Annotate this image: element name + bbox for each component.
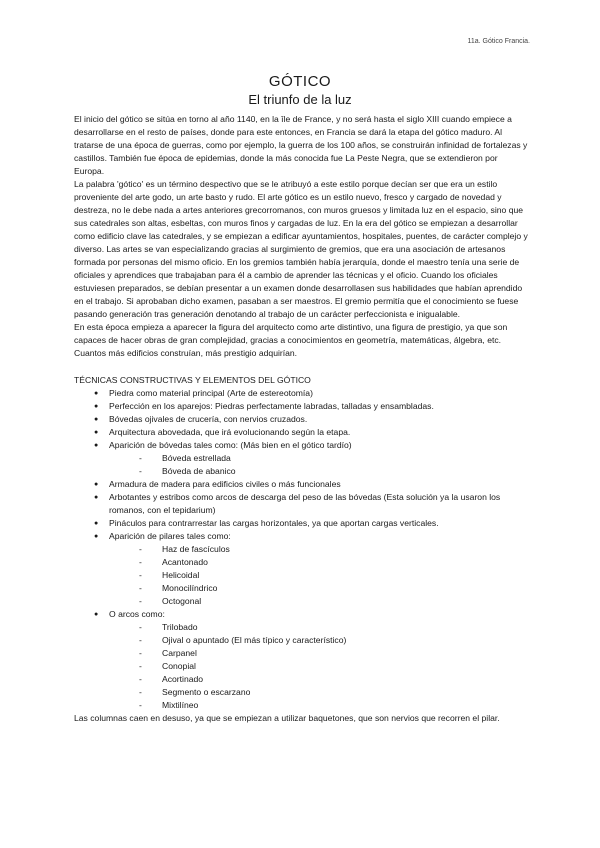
list-item: ● Perfección en los aparejos: Piedras perfectamente labradas, talladas y ensambladas. [94, 400, 529, 413]
sub-list-item: - Ojival o apuntado (El más típico y característico) [139, 634, 529, 647]
page-title: GÓTICO [268, 73, 332, 90]
sub-list-item: - Bóveda estrellada [139, 452, 529, 465]
sub-list-item: - Carpanel [139, 647, 529, 660]
list-item: ● Aparición de bóvedas tales como: (Más bien en el gótico tardío) - Bóveda estrellada - Bóveda de abanico [94, 439, 529, 478]
sub-list-item: - Helicoidal [139, 569, 529, 582]
paragraph-closing: Las columnas caen en desuso, ya que se empiezan a utilizar baquetones, que son nervios que recorren el pilar. [74, 713, 500, 723]
sub-list-item: - Trilobado [139, 621, 529, 634]
list-item: ● Aparición de pilares tales como: - Haz de fascículos - Acantonado - Helicoidal - Monocilíndrico - Octogonal [94, 530, 529, 608]
sub-list-item: - Monocilíndrico [139, 582, 529, 595]
page-subtitle: El triunfo de la luz [248, 92, 352, 107]
list-item: ● O arcos como: - Trilobado - Ojival o apuntado (El más típico y característico) - Carpanel - Conopial - Acortinado - Segmento o escarzano - Mixtilíneo [94, 608, 529, 712]
sub-list-item: - Acantonado [139, 556, 529, 569]
sub-list-item: - Octogonal [139, 595, 529, 608]
list-item: ● Arquitectura abovedada, que irá evolucionando según la etapa. [94, 426, 529, 439]
sub-list-item: - Bóveda de abanico [139, 465, 529, 478]
list-item: ● Piedra como material principal (Arte de estereotomía) [94, 387, 529, 400]
sub-list-item: - Acortinado [139, 673, 529, 686]
sub-list-item: - Conopial [139, 660, 529, 673]
paragraph-intro: El inicio del gótico se sitúa en torno al año 1140, en la île de France, y no será hasta el siglo XIII cuando empiece a desarrollarse en el resto de países, donde para este entonces, en Francia se dará la etapa del gótico maduro. Al tratarse de una época de guerras, como por ejemplo, la guerra de los 100 años, se construirán infinidad de fortalezas y castillos. También fue época de epidemias, donde la más conocida fue La Peste Negra, que se extendieron por Europa. [74, 114, 528, 176]
list-item: ● Arbotantes y estribos como arcos de descarga del peso de las bóvedas (Esta solución ya la usaron los romanos, con el tepidarium) [94, 491, 529, 517]
document-body [74, 113, 529, 725]
list-item: ● Armadura de madera para edificios civiles o más funcionales [94, 478, 529, 491]
arch-types-list [109, 621, 529, 712]
sub-list-item: - Mixtilíneo [139, 699, 529, 712]
pillar-types-list [109, 543, 529, 608]
sub-list-item: - Haz de fascículos [139, 543, 529, 556]
paragraph-arquitecto: En esta época empieza a aparecer la figura del arquitecto como arte distintivo, una figura de prestigio, ya que son capaces de hacer obras de gran complejidad, gracias a conocimientos en geometría, matemáticas, álgebra, etc. Cuantos más edificios construían, más prestigio adquirían. [74, 322, 508, 358]
header-note: 11a. Gótico Francia. [467, 38, 530, 45]
vault-types-list [109, 452, 529, 478]
section-heading: TÉCNICAS CONSTRUCTIVAS Y ELEMENTOS DEL GÓTICO [74, 375, 311, 385]
list-item: ● Bóvedas ojivales de crucería, con nervios cruzados. [94, 413, 529, 426]
sub-list-item: - Segmento o escarzano [139, 686, 529, 699]
paragraph-gotico-term: La palabra 'gótico' es un término despectivo que se le atribuyó a este estilo porque decían ser que era un estilo proveniente del arte godo, un arte basto y rudo. El arte gótico es un estilo nuevo, fresco y cargado de novedad y destreza, no le debe nada a artes anteriores grecorromanos, con muros gruesos y limitada luz en el espacio, sino que sus catedrales son altas, esbeltas, con muros finos y cargadas de luz. En la era del gótico se empiezan a desarrollar como edificio clave las catedrales, y se empiezan a edificar ayuntamientos, hospitales, puentes, de carácter complejo y diverso. Las artes se van especializando gracias al surgimiento de gremios, que era una asociación de artesanos formada por personas del mismo oficio. En los gremios también había jerarquía, donde el maestro tenía una serie de oficiales y aprendices que trabajaban para él a cambio de aprender las técnicas y el oficio. Cuando los oficiales estuviesen preparados, se debían presentar a un examen donde desarrollasen sus habilidades que habían aprendido en el trabajo. Si aprobaban dicho examen, pasaban a ser maestros. El gremio permitía que el conocimiento se fuese pasando generación tras generación denotando al trabajo de un carácter perfeccionista e inigualable. [74, 179, 528, 319]
list-item: ● Pináculos para contrarrestar las cargas horizontales, ya que aportan cargas verticales. [94, 517, 529, 530]
techniques-list [74, 387, 529, 712]
